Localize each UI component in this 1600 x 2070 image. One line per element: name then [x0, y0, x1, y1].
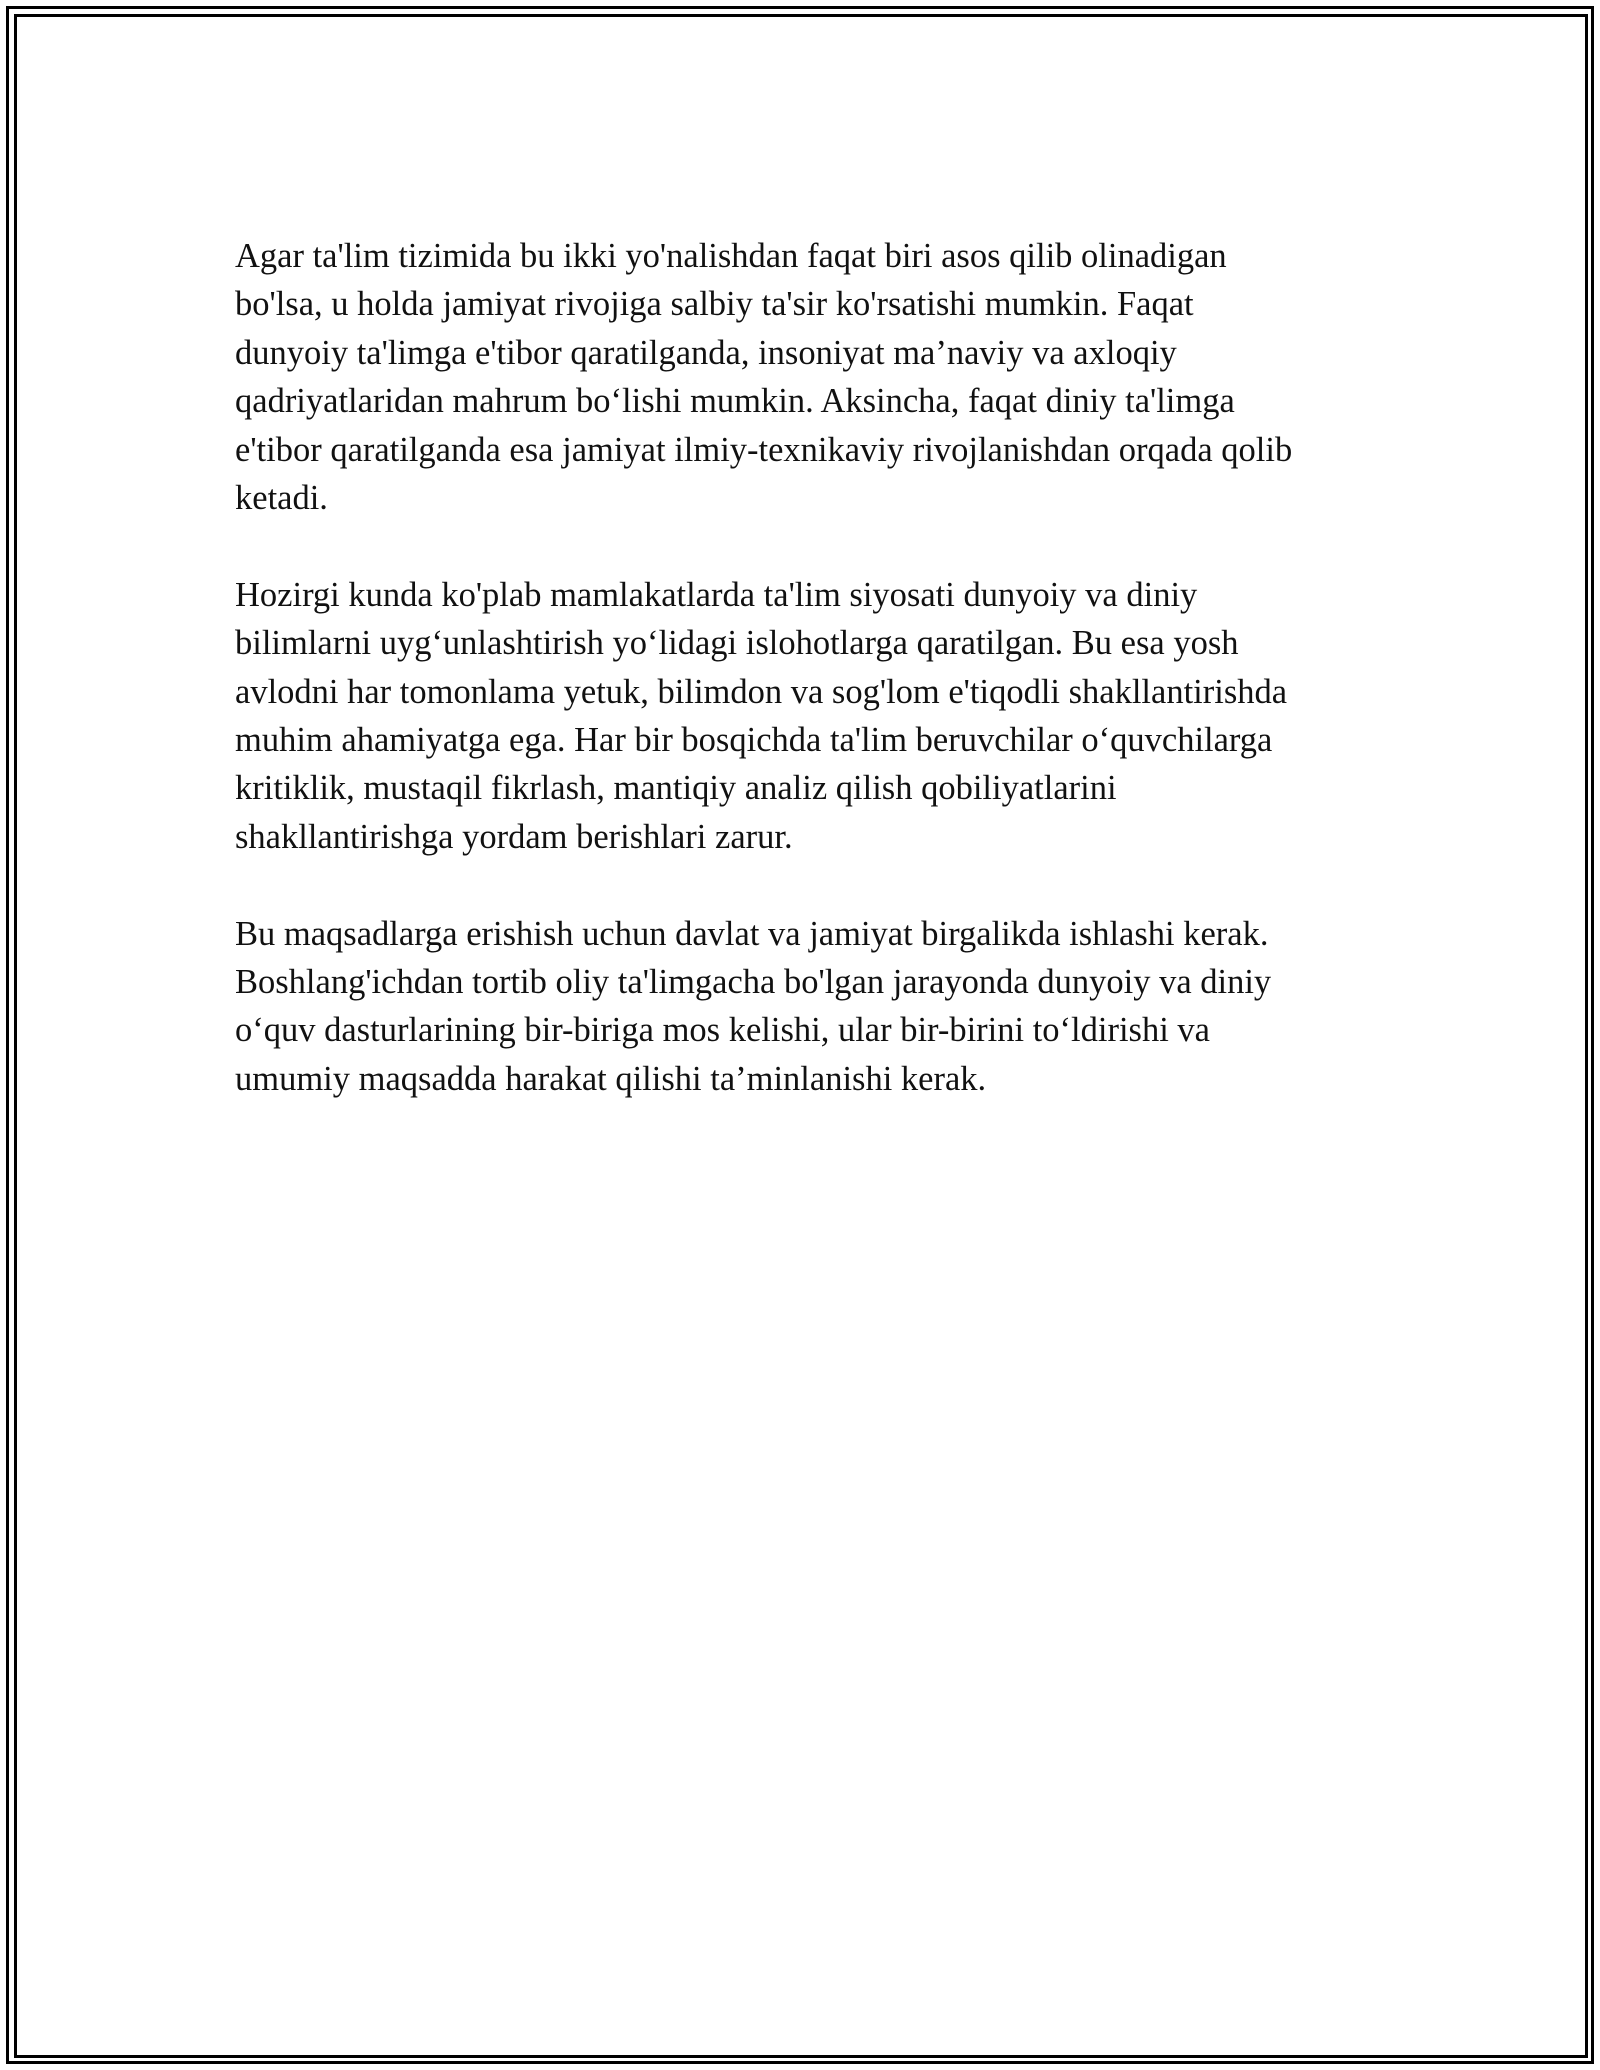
text-line: Hozirgi kunda ko'plab mamlakatlarda ta'lim siyosati dunyoiy va diniy: [235, 575, 1198, 614]
text-line: o‘quv dasturlarining bir-biriga mos kelishi, ular bir-birini to‘ldirishi va: [235, 1011, 1210, 1050]
text-line: bilimlarni uyg‘unlashtirish yo‘lidagi islohotlarga qaratilgan. Bu esa yosh: [235, 624, 1239, 663]
text-line: shakllantirishga yordam berishlari zarur.: [235, 817, 793, 856]
paragraph-2: [235, 571, 1375, 861]
text-line: Boshlang'ichdan tortib oliy ta'limgacha bo'lgan jarayonda dunyoiy va diniy: [235, 963, 1272, 1002]
paragraph-1: [235, 232, 1375, 522]
text-line: ketadi.: [235, 479, 328, 518]
paragraph-3: [235, 910, 1375, 1104]
text-line: e'tibor qaratilganda esa jamiyat ilmiy-texnikaviy rivojlanishdan orqada qolib: [235, 430, 1293, 469]
text-line: Bu maqsadlarga erishish uchun davlat va jamiyat birgalikda ishlashi kerak.: [235, 914, 1269, 953]
text-line: umumiy maqsadda harakat qilishi ta’minlanishi kerak.: [235, 1059, 987, 1098]
text-line: qadriyatlaridan mahrum bo‘lishi mumkin. Aksincha, faqat diniy ta'limga: [235, 382, 1235, 421]
text-line: bo'lsa, u holda jamiyat rivojiga salbiy ta'sir ko'rsatishi mumkin. Faqat: [235, 285, 1194, 324]
text-line: Agar ta'lim tizimida bu ikki yo'nalishdan faqat biri asos qilib olinadigan: [235, 237, 1227, 275]
text-line: muhim ahamiyatga ega. Har bir bosqichda ta'lim beruvchilar o‘quvchilarga: [235, 721, 1273, 760]
text-line: kritiklik, mustaqil fikrlash, mantiqiy analiz qilish qobiliyatlarini: [235, 769, 1117, 808]
text-line: dunyoiy ta'limga e'tibor qaratilganda, insoniyat ma’naviy va axloqiy: [235, 333, 1177, 372]
document-body: [235, 232, 1375, 1152]
text-line: avlodni har tomonlama yetuk, bilimdon va sog'lom e'tiqodli shakllantirishda: [235, 672, 1288, 711]
